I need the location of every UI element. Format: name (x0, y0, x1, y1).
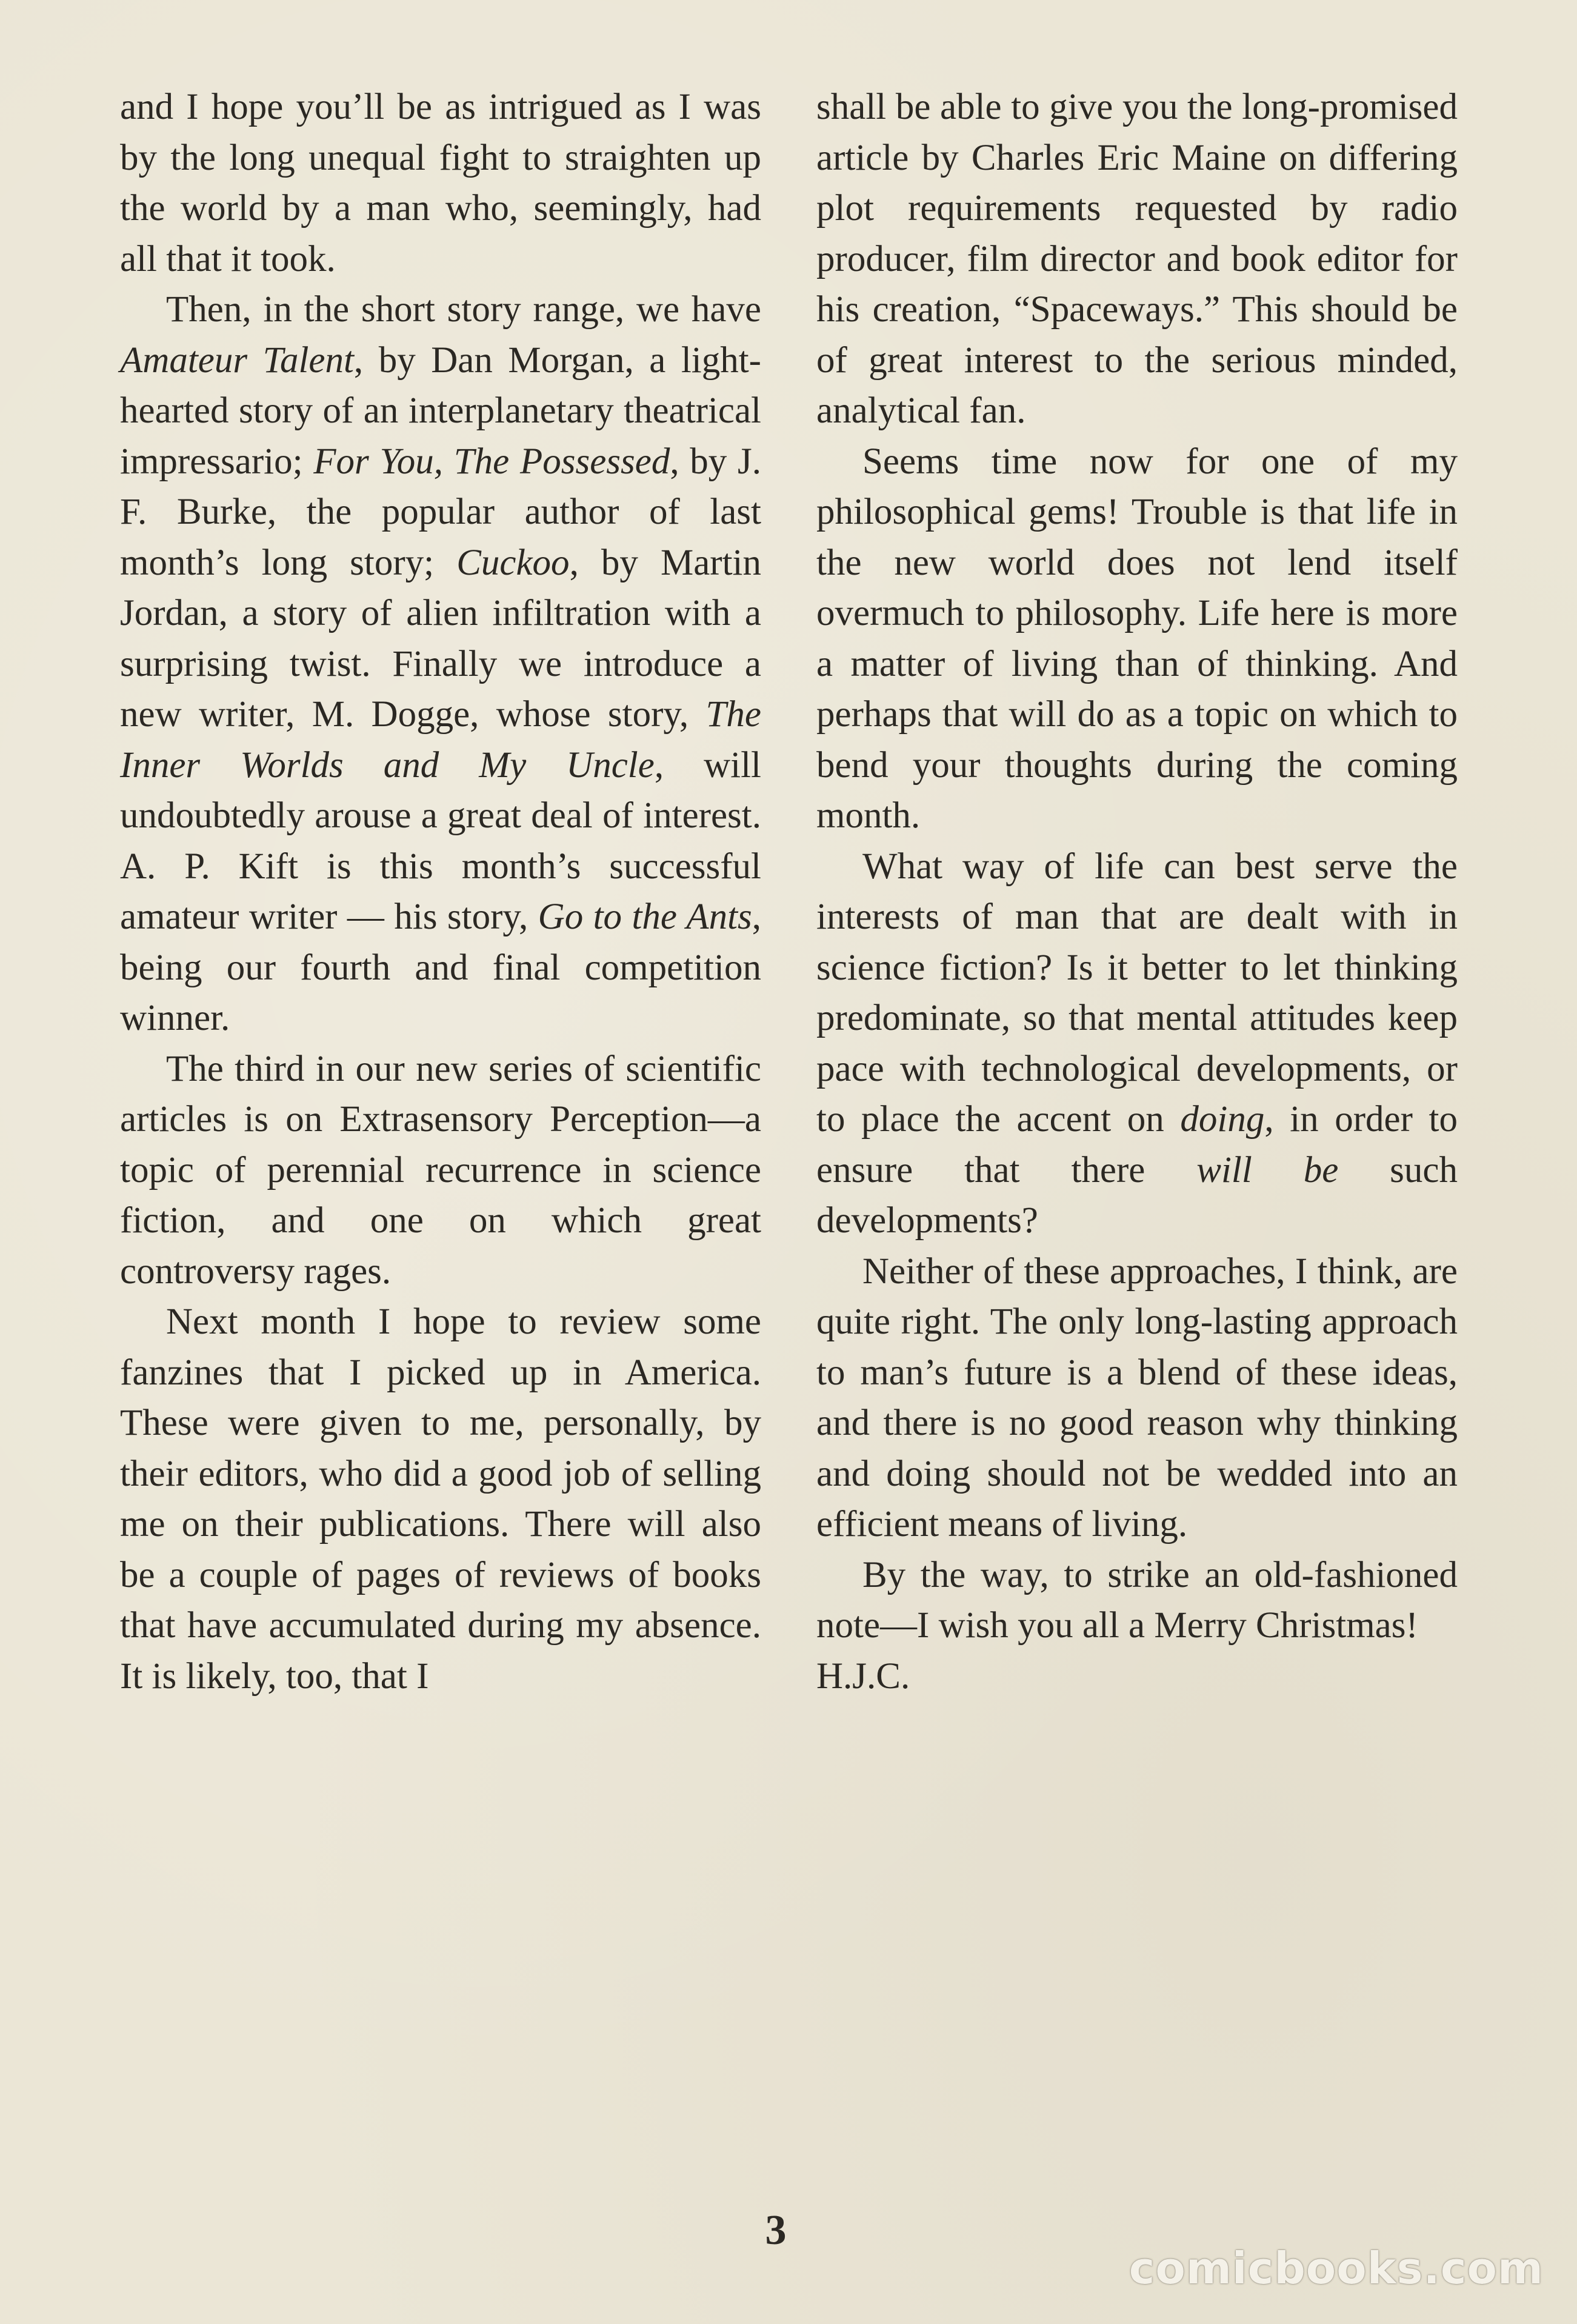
paragraph-text: , being our fourth and final competition winner. (120, 897, 762, 1038)
paragraph-text: Seems time now for one of my philosophical gems! Trouble is that life in the new world does not lend itself overmuch to philosophy. Life here is more a matter of living than of thinking. And perhaps that will do as a topic on which to bend your thoughts during the coming month. (816, 441, 1458, 836)
emphasis: doing (1180, 1099, 1265, 1140)
paragraph-continuation (120, 82, 761, 284)
paragraph-text: The third in our new series of scientific articles is on Extrasensory Perception—a topic of perennial recurrence in science fiction, and one on which great controversy rages. (120, 1048, 761, 1292)
paragraph-text: shall be able to give you the long-promised article by Charles Eric Maine on differing plot requirements requested by radio producer, film director and book editor for his creation, “Spaceways.” This should be of great interest to the serious minded, analytical fan. (816, 87, 1458, 431)
paragraph-articles (120, 1044, 761, 1297)
paragraph-text: Next month I hope to review some fanzines that I picked up in America. These were given to me, personally, by their editors, who did a good job of selling me on their publications. There will also be a couple of pages of reviews of books that have accumulated during my absence. It is likely, too, that I (120, 1301, 761, 1697)
paragraph-text: , by J. F. Burke, the popular author of last month’s long story; (120, 441, 761, 583)
story-title: The Inner Worlds and My Uncle (120, 694, 761, 786)
paragraph-text: and I hope you’ll be as intrigued as I was by the long unequal fight to straighten up the world by a man who, seemingly, had all that it took. (120, 87, 761, 279)
left-column (120, 82, 761, 1701)
emphasis: will be (1196, 1149, 1339, 1190)
page-number: 3 (765, 2207, 787, 2254)
paragraph-christmas (816, 1550, 1458, 1651)
paragraph-approaches (816, 1246, 1458, 1550)
watermark: comicbooks.com (1129, 2243, 1544, 2294)
paragraph-text: , by Martin Jordan, a story of alien infiltration with a surprising twist. Finally we introduce a new writer, M. Dogge, whose story, (120, 542, 761, 735)
paragraph-text: What way of life can best serve the interests of man that are dealt with in science fiction? Is it better to let thinking predominate, so that mental attitudes keep pace with technological developments, or to place the accent on (816, 846, 1458, 1140)
story-title: For You, The Possessed (313, 441, 670, 482)
paragraph-text: , by Dan Morgan, a light-hearted story of an interplanetary theatrical impressario; (120, 339, 762, 482)
paragraph-continuation (816, 82, 1458, 436)
paragraph-short-stories (120, 284, 761, 1044)
paragraph-text: Neither of these approaches, I think, are quite right. The only long-lasting approach to man’s future is a blend of these ideas, and there is no good reason why thinking and doing should not be wedded into an efficient means of living. (816, 1250, 1458, 1544)
paragraph-text: By the way, to strike an old-fashioned note—I wish you all a Merry Christmas! (816, 1554, 1458, 1646)
paragraph-next-month (120, 1297, 761, 1701)
paragraph-text: , will undoubtedly arouse a great deal of interest. A. P. Kift is this month’s successful amateur writer — his story, (120, 744, 761, 937)
story-title: Go to the Ants (538, 897, 752, 937)
paragraph-text: Then, in the short story range, we have (166, 289, 761, 330)
signature: H.J.C. (816, 1655, 910, 1697)
paragraph-philosophy (816, 436, 1458, 841)
story-title: Amateur Talent (120, 339, 354, 381)
paragraph-text: , in order to ensure that there (816, 1099, 1458, 1190)
story-title: Cuckoo (456, 542, 570, 583)
paragraph-way-of-life (816, 841, 1458, 1246)
right-column (816, 82, 1458, 1701)
paragraph-text: such developments? (816, 1149, 1458, 1241)
